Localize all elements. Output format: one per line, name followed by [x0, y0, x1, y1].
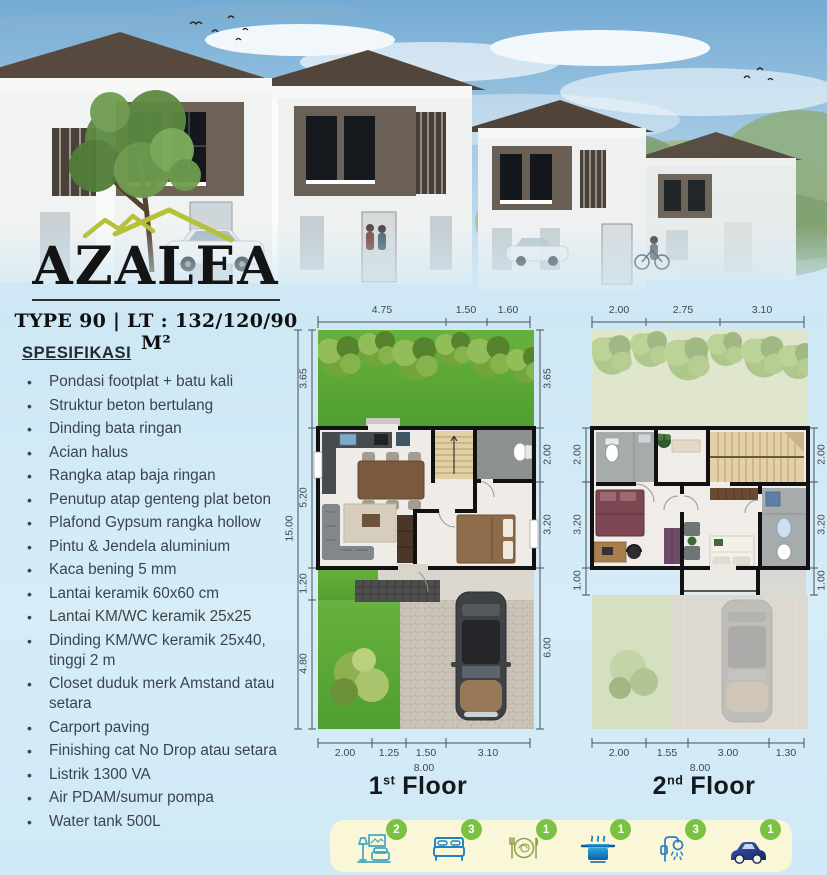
- spec-item: • Plafond Gypsum rangka hollow: [22, 513, 304, 533]
- spec-item: • Penutup atap genteng plat beton: [22, 490, 304, 510]
- amenity-living-room: [352, 823, 400, 866]
- dim-label: 4.75: [371, 304, 393, 316]
- car-top-view: [451, 592, 511, 720]
- specification-section: [22, 344, 304, 835]
- type-line: TYPE 90 | LT : 132/120/90 M²: [14, 310, 298, 355]
- floor-plan-2: [572, 300, 827, 778]
- spec-item: • Pondasi footplat + batu kali: [22, 372, 304, 392]
- dim-label: 2.00: [334, 747, 356, 759]
- dim-label: 1.20: [297, 573, 310, 594]
- spec-item: • Rangka atap baja ringan: [22, 466, 304, 486]
- dim-label: 2.00: [815, 444, 827, 465]
- dim-label: 4.80: [297, 653, 310, 674]
- dim-label: 15.00: [283, 515, 296, 542]
- dim-label: 5.20: [297, 487, 310, 508]
- dim-label: 1.00: [815, 570, 827, 591]
- count-badge: 1: [610, 819, 631, 840]
- count-badge: 3: [685, 819, 706, 840]
- dim-label: 2.00: [571, 444, 584, 465]
- dim-label: 3.65: [541, 368, 554, 389]
- dim-label: 3.10: [477, 747, 499, 759]
- spec-item: • Lantai KM/WC keramik 25x25: [22, 607, 304, 627]
- spec-item: • Listrik 1300 VA: [22, 765, 304, 785]
- amenity-bedroom: [427, 823, 475, 866]
- dim-label: 1.25: [378, 747, 400, 759]
- spec-item: • Closet duduk merk Amstand atau setara: [22, 674, 304, 714]
- amenity-car-garage: [726, 823, 774, 866]
- amenity-kitchen: [576, 823, 625, 866]
- dim-label: 6.00: [541, 637, 554, 658]
- dim-label: 1.50: [455, 304, 477, 316]
- floor-1-label: 1st Floor: [368, 772, 468, 800]
- spec-item: • Air PDAM/sumur pompa: [22, 788, 304, 808]
- dim-label: 3.20: [815, 514, 827, 535]
- dim-label: 2.00: [541, 444, 554, 465]
- floor-plan-1-drawing: [282, 300, 554, 778]
- spec-heading: SPESIFIKASI: [22, 344, 132, 362]
- amenity-shower: [651, 823, 699, 866]
- dim-label: 1.60: [497, 304, 519, 316]
- spec-item: • Acian halus: [22, 443, 304, 463]
- dim-label: 3.20: [571, 514, 584, 535]
- dim-label: 3.10: [751, 304, 773, 316]
- spec-item: • Lantai keramik 60x60 cm: [22, 584, 304, 604]
- spec-item: • Pintu & Jendela aluminium: [22, 537, 304, 557]
- spec-item: • Carport paving: [22, 718, 304, 738]
- count-badge: 1: [536, 819, 557, 840]
- amenities-bar: [330, 820, 792, 872]
- floor-plan-2-drawing: [572, 300, 827, 778]
- spec-item: • Water tank 500L: [22, 812, 304, 832]
- spec-item: • Finishing cat No Drop atau setara: [22, 741, 304, 761]
- dim-label: 1.00: [571, 570, 584, 591]
- dim-label: 8.00: [689, 762, 711, 774]
- floor-plan-1: [282, 300, 554, 778]
- spec-item: • Dinding bata ringan: [22, 419, 304, 439]
- dim-label: 1.55: [656, 747, 678, 759]
- dim-label: 3.65: [297, 368, 310, 389]
- spec-item: • Dinding KM/WC keramik 25x40, tinggi 2 m: [22, 631, 304, 671]
- dim-label: 1.50: [415, 747, 437, 759]
- amenity-dining: [502, 823, 550, 866]
- dim-label: 2.00: [608, 747, 630, 759]
- dim-label: 1.30: [775, 747, 797, 759]
- brand-logo: [14, 196, 298, 354]
- spec-item: • Kaca bening 5 mm: [22, 560, 304, 580]
- spec-item: • Struktur beton bertulang: [22, 396, 304, 416]
- spec-list: [22, 372, 304, 832]
- count-badge: 2: [386, 819, 407, 840]
- count-badge: 1: [760, 819, 781, 840]
- dim-label: 3.20: [541, 514, 554, 535]
- dim-label: 2.75: [672, 304, 694, 316]
- floor-2-label: 2nd Floor: [652, 772, 756, 800]
- project-name: AZALEA: [32, 240, 279, 301]
- dim-label: 3.00: [717, 747, 739, 759]
- dim-label: 8.00: [413, 762, 435, 774]
- count-badge: 3: [461, 819, 482, 840]
- dim-label: 2.00: [608, 304, 630, 316]
